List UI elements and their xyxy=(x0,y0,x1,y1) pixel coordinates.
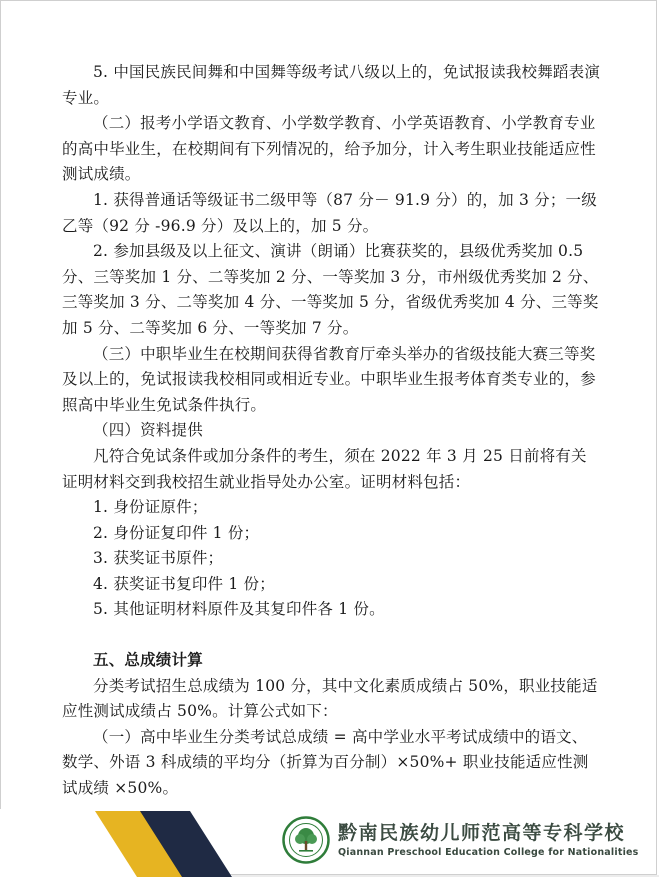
paragraph: 分类考试招生总成绩为 100 分，其中文化素质成绩占 50%，职业技能适应性测试成绩占 50%。计算公式如下： xyxy=(62,676,598,721)
school-name-cn: 黔南民族幼儿师范高等专科学校 xyxy=(338,822,626,844)
list-item: 3. 获奖证书原件； xyxy=(93,549,224,568)
spacer xyxy=(62,623,602,648)
list-item: 2. 身份证复印件 1 份； xyxy=(93,523,260,542)
school-name-en: Qiannan Preschool Education College for Nationalities xyxy=(338,847,639,858)
footer-banner xyxy=(0,805,659,877)
section-heading: 五、总成绩计算 xyxy=(93,651,203,670)
paragraph: （二）报考小学语文教育、小学数学教育、小学英语教育、小学教育专业的高中毕业生，在校期间有下列情况的，给予加分，计入考生职业技能适应性测试成绩。 xyxy=(62,114,596,184)
list-item: 1. 身份证原件； xyxy=(93,498,208,517)
document-body xyxy=(62,60,602,802)
school-emblem-icon xyxy=(282,816,330,864)
paragraph: 1. 获得普通话等级证书二级甲等（87 分－ 91.9 分）的，加 3 分；一级乙等（92 分 -96.9 分）及以上的，加 5 分。 xyxy=(62,190,597,235)
paragraph: （一）高中毕业生分类考试总成绩 = 高中学业水平考试成绩中的语文、数学、外语 3 科成绩的平均分（折算为百分制）×50%+ 职业技能适应性测试成绩 ×50%。 xyxy=(62,727,589,798)
list-item: 4. 获奖证书复印件 1 份； xyxy=(93,574,275,593)
paragraph: 2. 参加县级及以上征文、演讲（朗诵）比赛获奖的，县级优秀奖加 0.5 分、三等奖加 1 分、二等奖加 2 分、一等奖加 3 分，市州级优秀奖加 2 分、三等奖加 3 分、二等奖加 4 分、一等奖加 5 分，省级优秀奖加 4 分、三等奖加 5 分、二等奖加 6 分、一等奖加 7 分。 xyxy=(62,242,599,337)
paragraph: 5. 中国民族民间舞和中国舞等级考试八级以上的，免试报读我校舞蹈表演专业。 xyxy=(62,63,601,107)
paragraph: 凡符合免试条件或加分条件的考生，须在 2022 年 3 月 25 日前将有关证明材料交到我校招生就业指导处办公室。证明材料包括： xyxy=(62,446,587,491)
list-item: 5. 其他证明材料原件及其复印件各 1 份。 xyxy=(93,600,385,619)
paragraph: （三）中职毕业生在校期间获得省教育厅牵头举办的省级技能大赛三等奖及以上的，免试报读我校相同或相近专业。中职毕业生报考体育类专业的，参照高中毕业生免试条件执行。 xyxy=(62,344,596,414)
paragraph: （四）资料提供 xyxy=(93,421,203,440)
